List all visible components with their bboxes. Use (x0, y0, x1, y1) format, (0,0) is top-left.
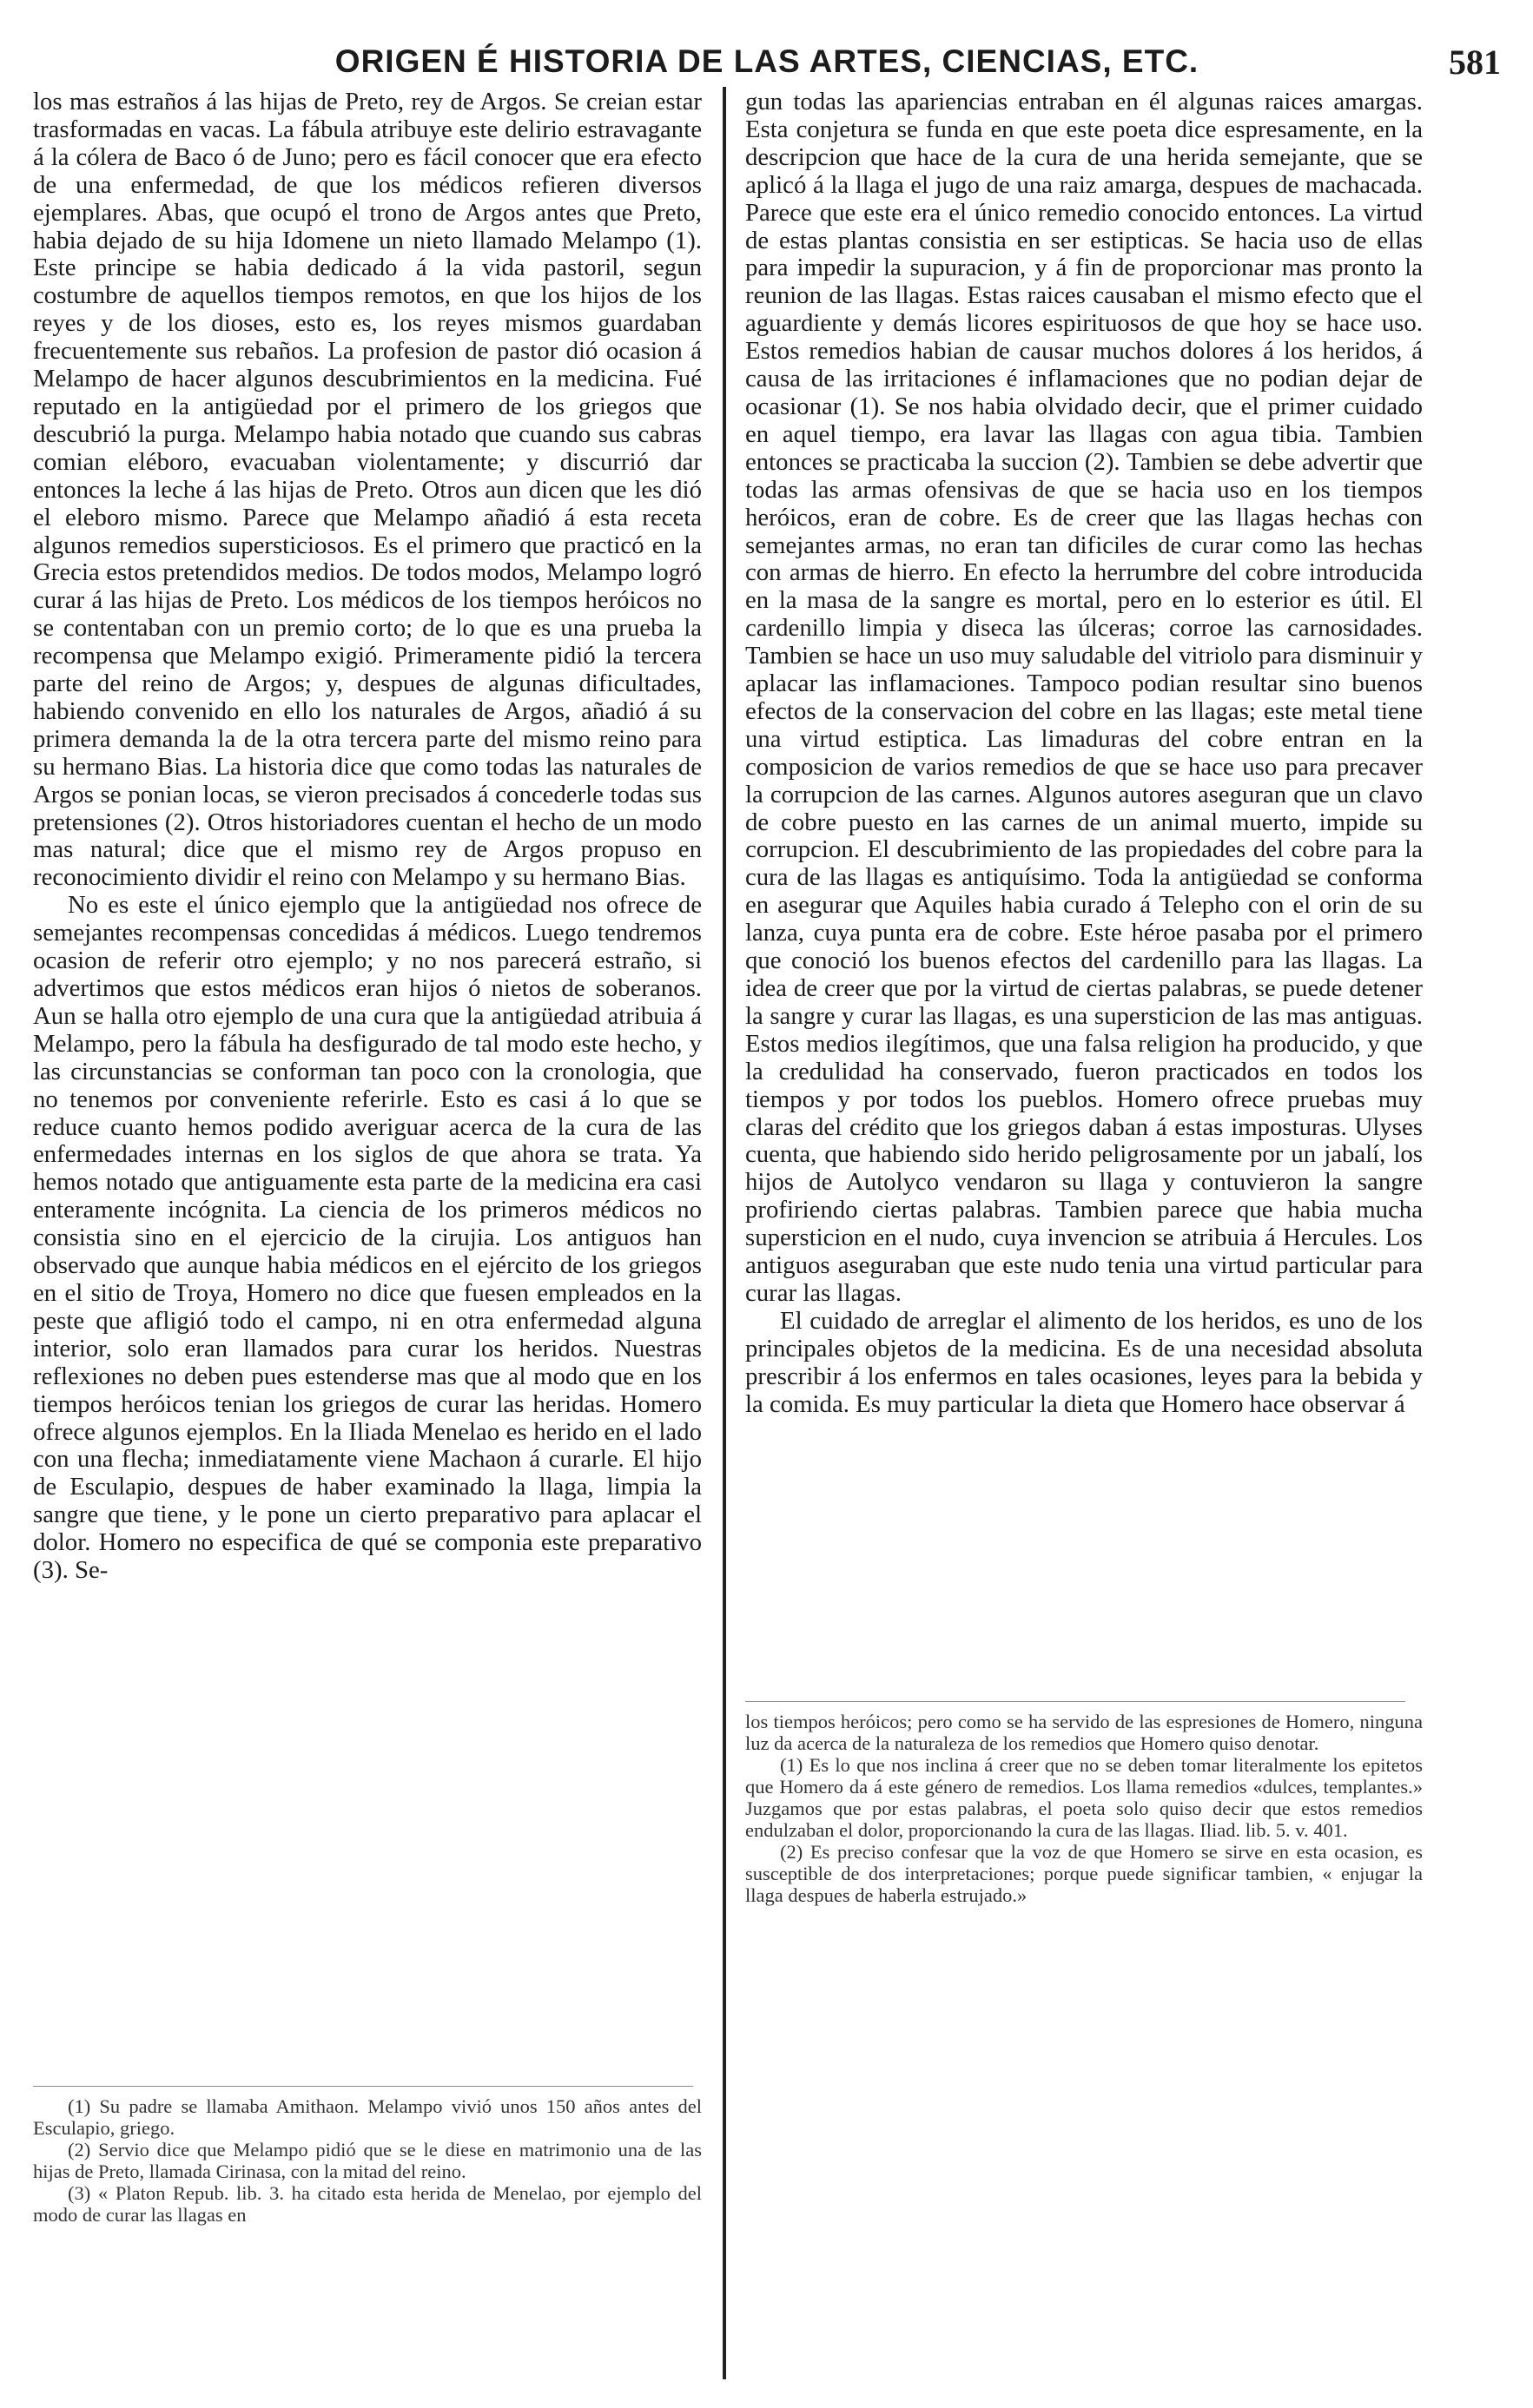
left-paragraph-1: los mas estraños á las hijas de Preto, rey de Argos. Se creian estar trasformadas en vacas. La fábula atribuye este delirio estravagante á la cólera de Baco ó de Juno; pero es fácil conocer que era efecto de una enfermedad, de que los médicos refieren diversos ejemplares. Abas, que ocupó el trono de Argos antes que Preto, habia dejado de su hija Idomene un nieto llamado Melampo (1). Este principe se habia dedicado á la vida pastoril, segun costumbre de aquellos tiempos remotos, en que los hijos de los reyes y de los dioses, esto es, los reyes mismos guardaban frecuentemente sus rebaños. La profesion de pastor dió ocasion á Melampo de hacer algunos descubrimientos en la medicina. Fué reputado en la antigüedad por el primero de los griegos que descubrió la purga. Melampo habia notado que cuando sus cabras comian eléboro, evacuaban violentamente; y discurrió dar entonces la leche á las hijas de Preto. Otros aun dicen que les dió el eleboro mismo. Parece que Melampo añadió á esta receta algunos remedios supersticiosos. Es el primero que practicó en la Grecia estos pretendidos medios. De todos modos, Melampo logró curar á las hijas de Preto. Los médicos de los tiempos heróicos no se contentaban con un premio corto; de lo que es una prueba la recompensa que Melampo exigió. Primeramente pidió la tercera parte del reino de Argos; y, despues de algunas dificultades, habiendo convenido en ello los naturales de Argos, añadió á su primera demanda la de la otra tercera parte del mismo reino para su hermano Bias. La historia dice que como todas las naturales de Argos se ponian locas, se vieron precisados á concederle todas sus pretensiones (2). Otros historiadores cuentan el hecho de un modo mas natural; dice que el mismo rey de Argos propuso en reconocimiento dividir el reino con Melampo y su hermano Bias. (33, 88, 702, 892)
right-paragraph-2: El cuidado de arreglar el alimento de los heridos, es uno de los principales objetos de la medicina. Es de una necesidad absoluta prescribir á los enfermos en tales ocasiones, leyes para la bebida y la comida. Es muy particular la dieta que Homero hace observar á (745, 1306, 1423, 1418)
left-footnote-1: (1) Su padre se llamaba Amithaon. Melampo vivió unos 150 años antes del Esculapio, griego. (33, 2095, 702, 2139)
right-footnote-2: (2) Es preciso confesar que la voz de que Homero se sirve en esta ocasion, es susceptible de dos interpretaciones; porque puede significar tambien, « enjugar la llaga despues de haberla estrujado.» (745, 1841, 1423, 1906)
column-divider (723, 87, 726, 2379)
left-footnotes (33, 2065, 702, 2226)
footnote-rule (33, 2086, 693, 2087)
left-column (33, 89, 702, 1585)
right-paragraph-1: gun todas las apariencias entraban en él algunas raices amargas. Esta conjetura se funda en que este poeta dice espresamente, en la descripcion que hace de la cura de una herida semejante, que se aplicó á la llaga el jugo de una raiz amarga, despues de machacada. Parece que este era el único remedio conocido entonces. La virtud de estas plantas consistia en ser estipticas. Se hacia uso de ellas para impedir la supuracion, y á fin de proporcionar mas pronto la reunion de las llagas. Estas raices causaban el mismo efecto que el aguardiente y demás licores espirituosos de que hoy se hace uso. Estos remedios habian de causar muchos dolores á los heridos, á causa de las irritaciones é inflamaciones que no podian dejar de ocasionar (1). Se nos habia olvidado decir, que el primer cuidado en aquel tiempo, era lavar las llagas con agua tibia. Tambien entonces se practicaba la succion (2). Tambien se debe advertir que todas las armas ofensivas de que se hacia uso en los tiempos heróicos, eran de cobre. Es de creer que las llagas hechas con semejantes armas, no eran tan dificiles de curar como las hechas con armas de hierro. En efecto la herrumbre del cobre introducida en la masa de la sangre es mortal, pero en lo esterior es útil. El cardenillo limpia y diseca las úlceras; corroe las carnosidades. Tambien se hace un uso muy saludable del vitriolo para disminuir y aplacar las inflamaciones. Tampoco podian resultar sino buenos efectos de la conservacion del cobre en las llagas; este metal tiene una virtud estiptica. Las limaduras del cobre entran en la composicion de varios remedios de que se hace uso para precaver la corrupcion de las carnes. Algunos autores aseguran que un clavo de cobre puesto en las carnes de un animal muerto, impide su corrupcion. El descubrimiento de las propiedades del cobre para la cura de las llagas es antiquísimo. Toda la antigüedad se conforma en asegurar que Aquiles habia curado á Telepho con el orin de su lanza, cuya punta era de cobre. Este héroe pasaba por el primero que conoció los buenos efectos del cardenillo para las llagas. La idea de creer que por la virtud de ciertas palabras, se puede detener la sangre y curar las llagas, es una supersticion de las mas antiguas. Estos medios ilegítimos, que una falsa religion ha producido, y que la credulidad ha conservado, fueron practicados en todos los tiempos y por todos los pueblos. Homero ofrece pruebas muy claras del crédito que los griegos daban á estas imposturas. Ulyses cuenta, que habiendo sido herido peligrosamente por un jabalí, los hijos de Autolyco vendaron su llaga y contuvieron la sangre profiriendo ciertas palabras. Tambien parece que habia mucha supersticion en el nudo, cuya invencion se atribuia á Hercules. Los antiguos aseguraban que este nudo tenia una virtud particular para curar las llagas. (745, 88, 1423, 1307)
left-footnote-3: (3) « Platon Repub. lib. 3. ha citado esta herida de Menelao, por ejemplo del modo de curar las llagas en (33, 2182, 702, 2226)
right-column (745, 89, 1423, 1419)
left-footnote-2: (2) Servio dice que Melampo pidió que se le diese en matrimonio una de las hijas de Preto, llamada Cirinasa, con la mitad del reino. (33, 2139, 702, 2182)
page-header (33, 38, 1501, 82)
running-title: ORIGEN É HISTORIA DE LAS ARTES, CIENCIAS, ETC. (334, 43, 1199, 79)
right-footnote-continued: los tiempos heróicos; pero como se ha servido de las espresiones de Homero, ninguna luz da acerca de la naturaleza de los remedios que Homero quiso denotar. (745, 1711, 1423, 1754)
footnote-rule (745, 1701, 1405, 1702)
right-footnotes (745, 1680, 1423, 1906)
left-paragraph-2: No es este el único ejemplo que la antigüedad nos ofrece de semejantes recompensas concedidas á médicos. Luego tendremos ocasion de referir otro ejemplo; y no nos parecerá estraño, si advertimos que estos médicos eran hijos ó nietos de soberanos. Aun se halla otro ejemplo de una cura que la antigüedad atribuia á Melampo, pero la fábula ha desfigurado de tal modo este hecho, y las circunstancias se conforman tan poco con la cronologia, que no tenemos por conveniente referirle. Esto es casi á lo que se reduce cuanto hemos podido averiguar acerca de la cura de las enfermedades internas en los siglos de que ahora se trata. Ya hemos notado que antiguamente esta parte de la medicina era casi enteramente incógnita. La ciencia de los primeros médicos no consistia sino en el ejercicio de la cirujia. Los antiguos han observado que aunque habia médicos en el ejército de los griegos en el sitio de Troya, Homero no dice que fuesen empleados en la peste que afligió todo el campo, ni en otra enfermedad alguna interior, solo eran llamados para curar los heridos. Nuestras reflexiones no deben pues estenderse mas que al modo que en los tiempos heróicos tenian los griegos de curar las heridas. Homero ofrece algunos ejemplos. En la Iliada Menelao es herido en el lado con una flecha; inmediatamente viene Machaon á curarle. El hijo de Esculapio, despues de haber examinado la llaga, limpia la sangre que tiene, y le pone un cierto preparativo para aplacar el dolor. Homero no especifica de qué se componia este preparativo (3). Se- (33, 891, 702, 1585)
page-number: 581 (1449, 43, 1501, 82)
right-footnote-1: (1) Es lo que nos inclina á creer que no se deben tomar literalmente los epitetos que Homero da á este género de remedios. Los llama remedios «dulces, templantes.» Juzgamos que por estas palabras, el poeta solo quiso decir que estos remedios endulzaban el dolor, proporcionando la cura de las llagas. Iliad. lib. 5. v. 401. (745, 1754, 1423, 1841)
